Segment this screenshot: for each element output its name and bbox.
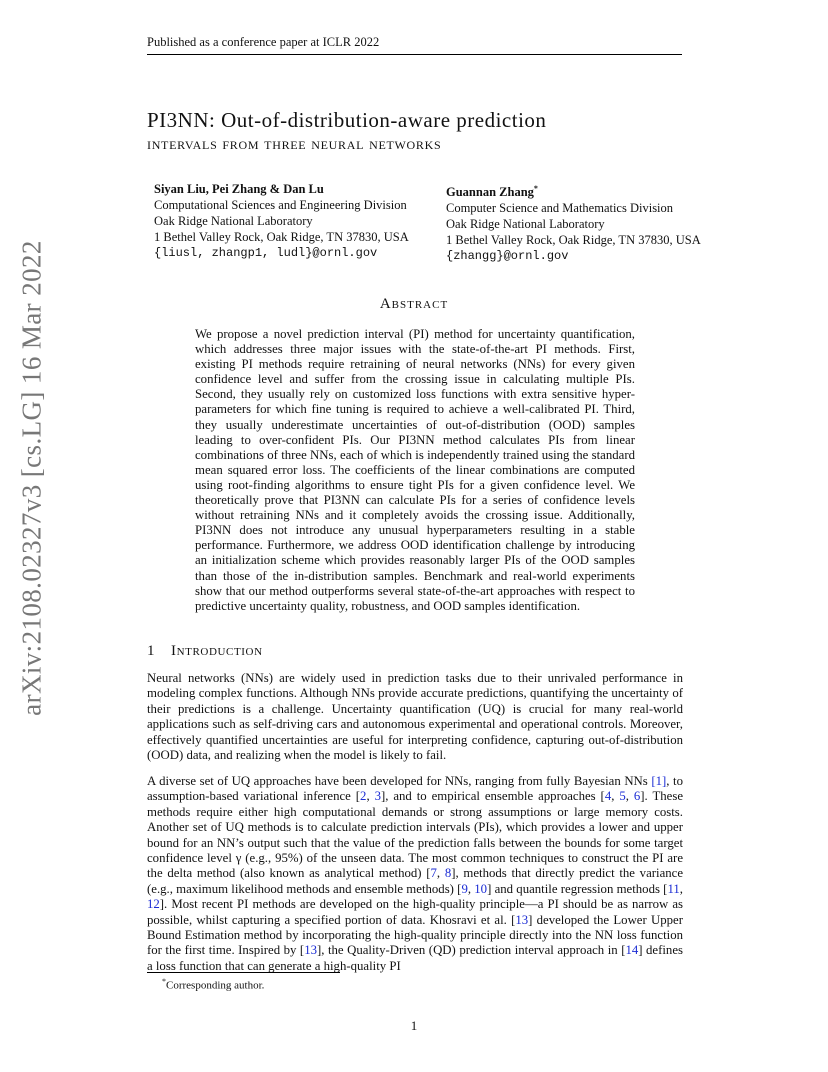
citation-link[interactable]: 12	[147, 897, 160, 912]
citation-link[interactable]: [1]	[651, 774, 667, 788]
paragraph-text: ] and quantile regression methods [	[487, 881, 668, 896]
citation-link[interactable]: 13	[515, 912, 529, 927]
author-org: Oak Ridge National Laboratory	[446, 217, 605, 232]
citation-link[interactable]: 14	[625, 943, 639, 958]
paragraph-text: , to assumption-based variational inference [	[147, 774, 683, 804]
author-block-right	[446, 181, 736, 264]
citation-link[interactable]: 11	[667, 881, 680, 896]
citation-link[interactable]: 5	[619, 789, 626, 804]
paragraph-text: ], methods that directly predict the variance (e.g., maximum likelihood methods and ensemble methods) [	[147, 866, 684, 896]
citation-link[interactable]: 3	[374, 789, 381, 804]
citation-link[interactable]: 4	[604, 789, 612, 804]
intro-paragraph-1: Neural networks (NNs) are widely used in prediction tasks due to their unrivaled performance in modeling complex functions. Although NNs provide accurate predictions, quantifying the uncertainty of their predictions is a challenge. Uncertainty quantification (UQ) is crucial for many real-world applications such as self-driving cars and autonomous experimental and operational controls. Moreover, effectively quantified uncertainties are useful for interpreting confidence, capturing out-of-distribution (OOD) data, and realizing when the model is likely to fail.	[147, 671, 683, 763]
arxiv-identifier: arXiv:2108.02327v3 [cs.LG] 16 Mar 2022	[16, 240, 47, 716]
abstract-text: We propose a novel prediction interval (PI) method for uncertainty quantification, which addresses three major issues with the state-of-the-art PI methods. First, existing PI methods require retraining of neural networks (NNs) for every given confidence level and suffer from the crossing issue in calculating multiple PIs. Second, they usually rely on customized loss functions with extra sensitive hyper-parameters for which fine tuning is required to achieve a well-calibrated PI. Third, they usually underestimate uncertainties of out-of-distribution (OOD) samples leading to over-confident PIs. Our PI3NN method calculates PIs from linear combinations of three NNs, each of which is independently trained using the standard mean squared error loss. The coefficients of the linear combinations are computed using root-finding algorithms to ensure tight PIs for a given confidence level. We theoretically prove that PI3NN can calculate PIs for a series of confidence levels without retraining NNs and it completely avoids the crossing issue. Additionally, PI3NN does not introduce any unusual hyperparameters resulting in a stable performance. Furthermore, we address OOD identification challenge by introducing an initialization scheme which provides reasonably larger PIs of the OOD samples than those of the in-distribution samples. Benchmark and real-world experiments show that our method outperforms several state-of-the-art approaches with respect to predictive uncertainty quality, robustness, and OOD samples identification.	[195, 327, 635, 613]
paragraph-text: A diverse set of UQ approaches have been developed for NNs, ranging from fully Bayesian NNs	[147, 774, 652, 788]
paragraph-text: ], the Quality-Driven (QD) prediction interval approach in [	[316, 943, 626, 958]
author-address: 1 Bethel Valley Rock, Oak Ridge, TN 37830, USA	[446, 233, 701, 248]
paragraph-text: ,	[679, 881, 683, 896]
author-names: Guannan Zhang*	[446, 184, 538, 200]
paragraph-text: ,	[467, 881, 475, 896]
footnote	[162, 977, 264, 992]
paragraph-text: ]. Most recent PI methods are developed on the high-quality principle—a PI should be as narrow as possible, whilst capturing a specified portion of data. Khosravi et al. [	[147, 897, 683, 927]
author-dept: Computer Science and Mathematics Division	[446, 201, 674, 216]
author-email: {liusl, zhangp1, ludl}@ornl.gov	[154, 246, 378, 260]
section-heading	[147, 643, 263, 660]
paper-title	[147, 107, 707, 155]
footnote-divider	[147, 972, 340, 973]
citation-link[interactable]: 8	[444, 866, 452, 881]
author-dept: Computational Sciences and Engineering Division	[154, 198, 407, 212]
paragraph-text: ] developed the Lower Upper Bound Estimation method by incorporating the high-quality principle directly into the NN loss function for the first time. Inspired by [	[147, 912, 683, 958]
citation-link[interactable]: 10	[474, 881, 488, 896]
author-org: Oak Ridge National Laboratory	[154, 214, 313, 228]
paragraph-text: ,	[366, 789, 375, 804]
title-line-2: intervals from three neural networks	[147, 134, 442, 154]
citation-link[interactable]: 6	[633, 789, 641, 804]
section-number: 1	[147, 643, 155, 659]
running-header: Published as a conference paper at ICLR 2022	[147, 35, 682, 55]
author-email: {zhangg}@ornl.gov	[446, 249, 569, 264]
footnote-text: Corresponding author.	[166, 979, 265, 992]
citation-link[interactable]: 9	[461, 881, 468, 896]
citation-link[interactable]: 2	[360, 789, 367, 804]
paragraph-text: ], and to empirical ensemble approaches [	[380, 789, 605, 804]
footnote-marker[interactable]: *	[533, 184, 538, 193]
citation-link[interactable]: 7	[430, 866, 437, 881]
section-title: Introduction	[171, 643, 263, 659]
abstract-heading: Abstract	[379, 296, 449, 312]
author-block-left	[154, 181, 439, 261]
arxiv-sidebar	[12, 240, 52, 716]
paragraph-text: ] defines a loss function that can generate a high-quality PI	[147, 943, 683, 973]
paragraph-text: ]. These methods require either high computational demands or strong assumptions or large memory costs. Another set of UQ methods is to calculate prediction intervals (PIs), which provides a lower and upper bound for an NN’s output such that the value of the prediction falls between the bounds for some target confidence level γ (e.g., 95%) of the unseen data. The most common techniques to construct the PI are the delta method (also known as analytical method) [	[147, 789, 683, 881]
author-address: 1 Bethel Valley Rock, Oak Ridge, TN 37830, USA	[154, 230, 409, 244]
citation-link[interactable]: 13	[304, 943, 317, 958]
author-names: Siyan Liu, Pei Zhang & Dan Lu	[154, 182, 324, 196]
title-line-1: PI3NN: Out-of-distribution-aware prediction	[147, 108, 547, 132]
paragraph-text: ,	[436, 866, 445, 881]
footnote-marker: *	[162, 977, 166, 986]
intro-paragraph-2	[147, 774, 683, 974]
paragraph-text: ,	[611, 789, 620, 804]
paragraph-text: ,	[625, 789, 634, 804]
page-number: 1	[410, 1018, 418, 1033]
